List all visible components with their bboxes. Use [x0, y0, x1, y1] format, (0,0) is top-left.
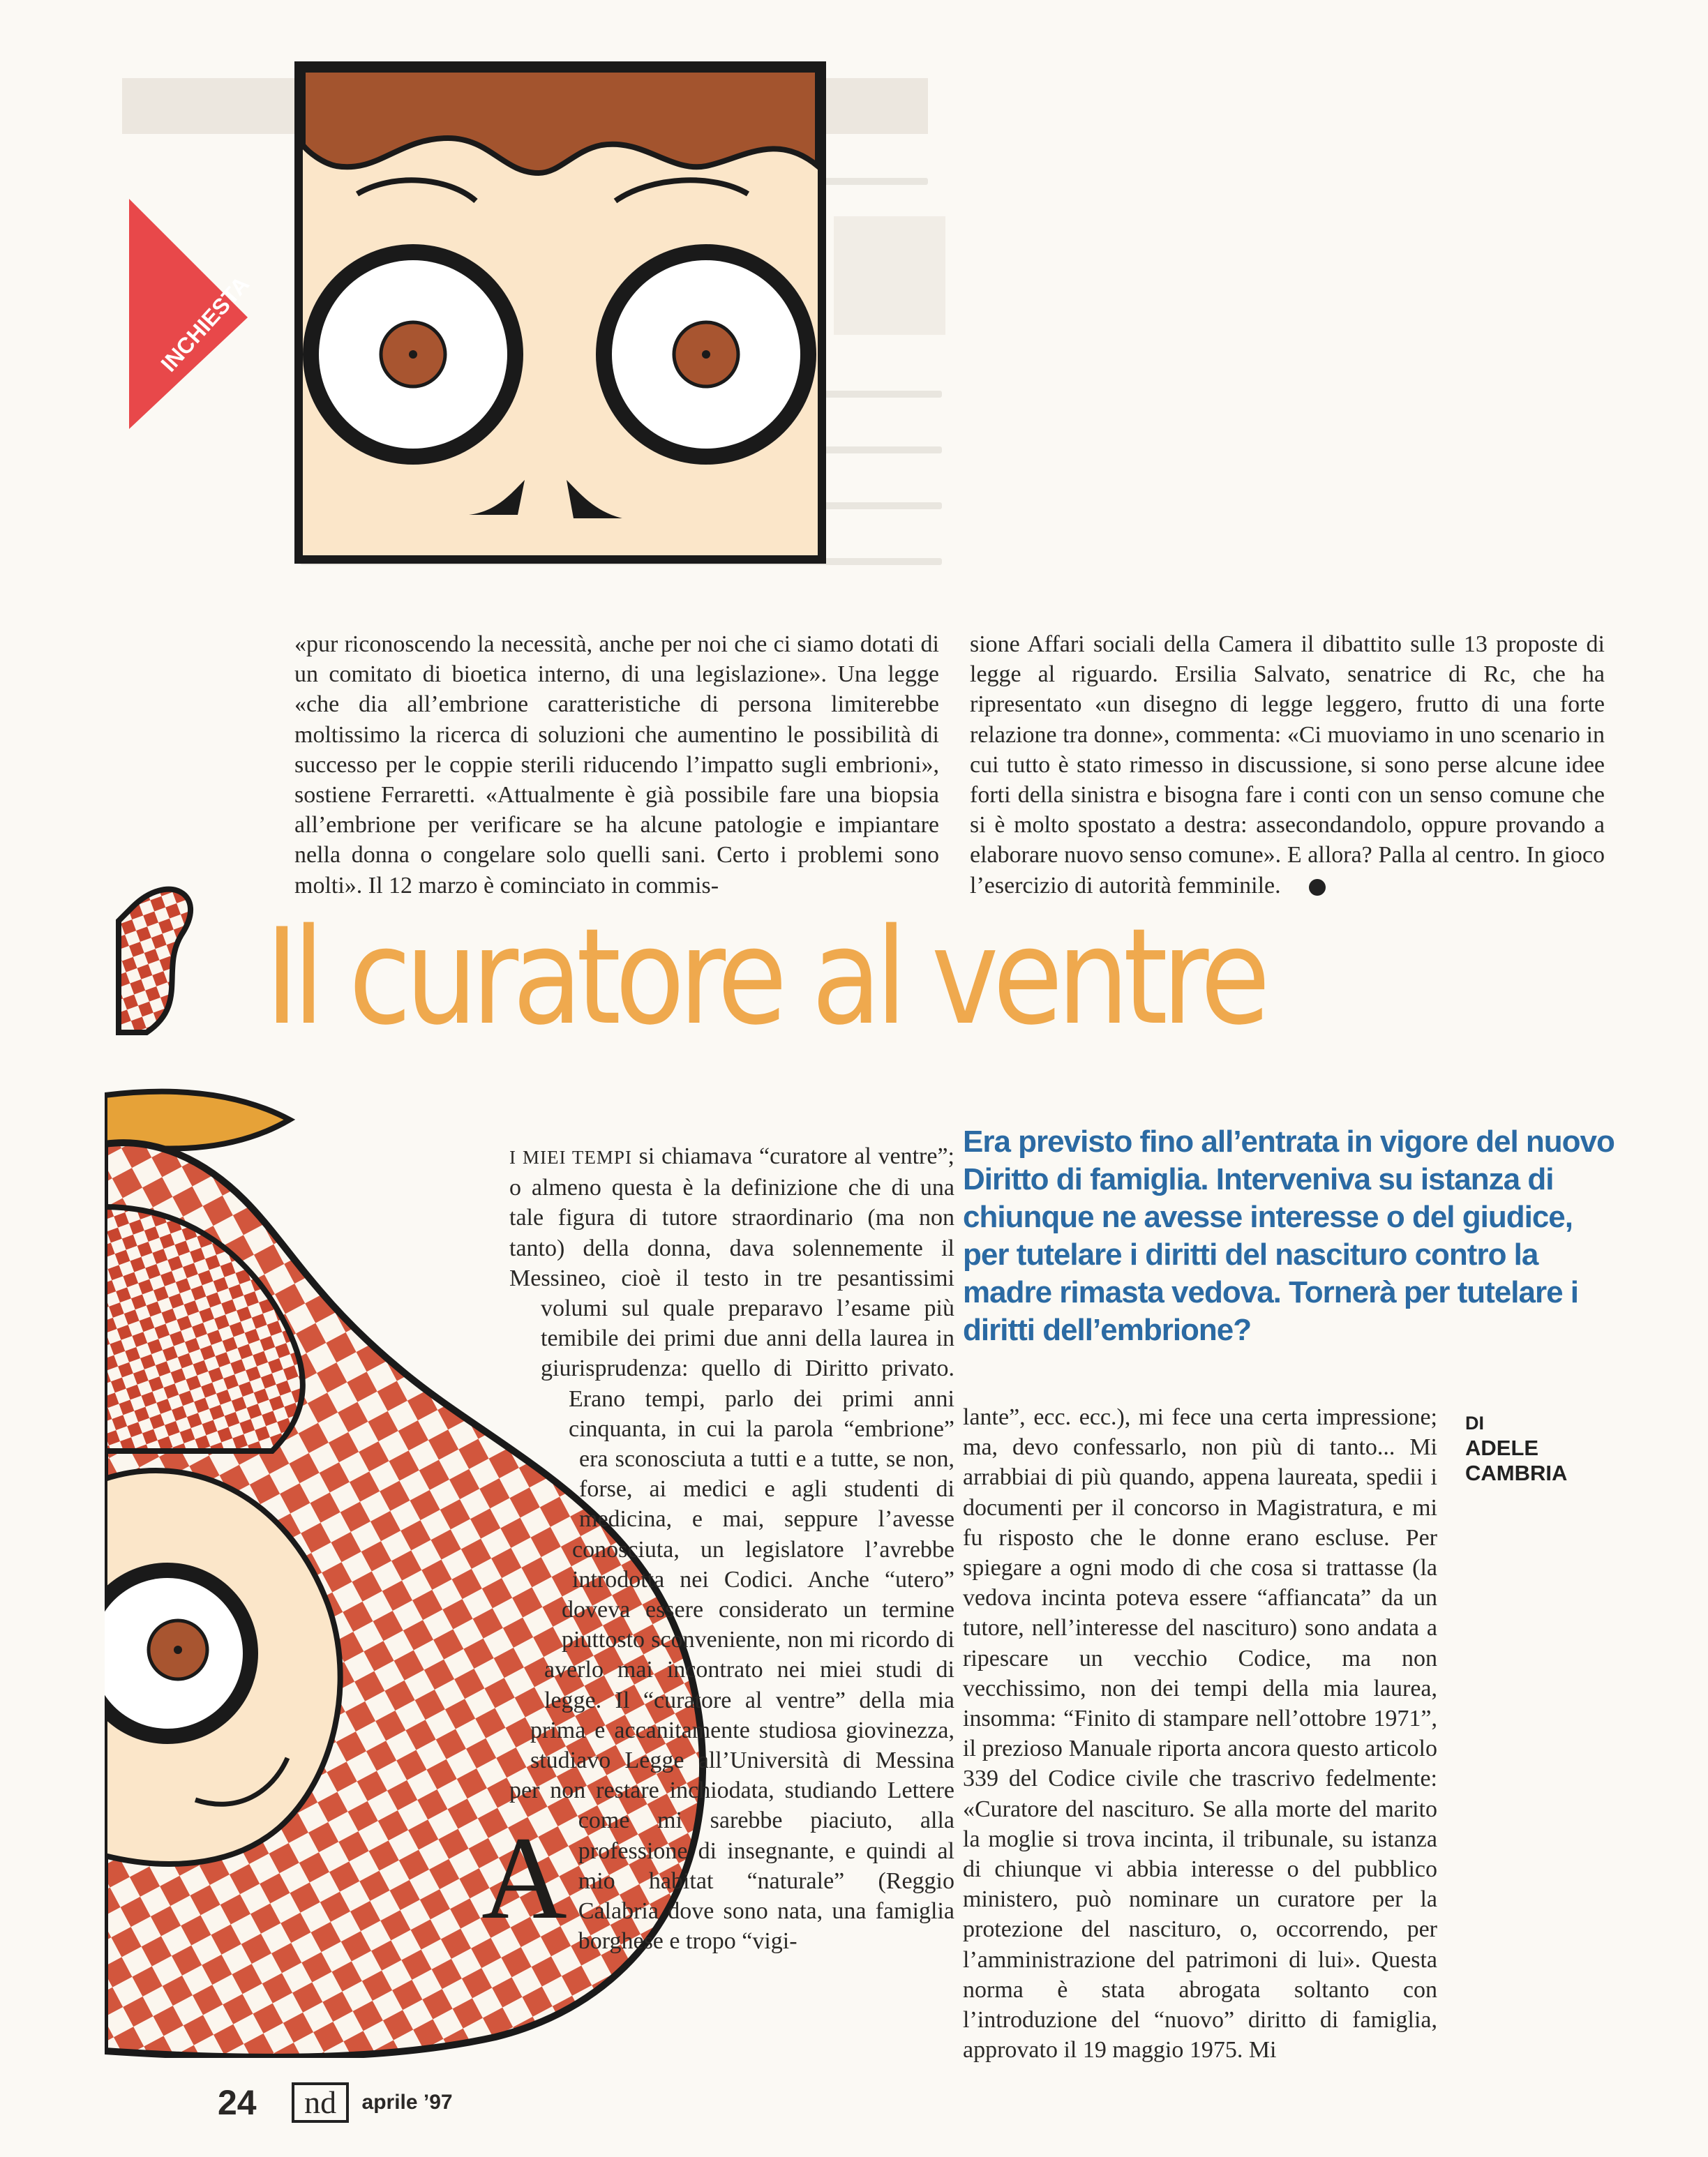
end-of-article-bullet: [1309, 879, 1326, 896]
dropcap: A: [481, 1812, 567, 1944]
page-number: 24: [218, 2083, 257, 2122]
top-column-left: [294, 629, 939, 901]
article-headline: Il curatore al ventre: [265, 900, 1265, 1054]
bleed-through-block: [834, 216, 945, 335]
section-tab-label: INCHIESTA: [156, 271, 255, 377]
page-footer: [218, 2082, 453, 2123]
illustration-square-face: [294, 61, 826, 564]
article-deck: Era previsto fino all’entrata in vigore del nuovo Diritto di famiglia. Interveniva su istanza di chiunque ne avesse interesse o del giudice, per tutelare i diritti del nascituro contro la madre rimasta vedova. Tornerà per tutelare i diritti dell’embrione?: [963, 1125, 1615, 1347]
issue-date: aprile ’97: [361, 2091, 453, 2114]
article-smallcaps-lead: I MIEI TEMPI: [509, 1147, 632, 1168]
article-column-left-text: si chiamava “curatore al ventre”; o almeno questa è la definizione che di una tale figura di tutore straordinario (ma non tanto) della donna, dava solennemente il Messineo, cioè il testo in tre pesantissimi volumi sul quale preparavo l’esame più temibile dei primi due anni della laurea in giurisprudenza: quello di Diritto privato. Erano tempi, parlo dei primi anni cinquanta, in cui la parola “embrione” era sconosciuta a tutti e a tutte, se non, forse, ai medici e agli studenti di medicina, e mai, seppure l’avesse conosciuta, un legislatore l’avrebbe introdotta nei Codici. Anche “utero” doveva essere considerato un termine piuttosto sconveniente, non mi ricordo di averlo mai incontrato nei miei studi di legge. Il “curatore al ventre” della mia prima e accanitamente studiosa giovinezza, studiavo Legge all’Università di Messina per non restare inchiodata, studiando Lettere come mi sarebbe piaciuto, alla professione di insegnante, e quindi al mio habitat “naturale” (Reggio Calabria dove sono nata, una famiglia borghese e tropo “vigi-: [509, 1143, 954, 1955]
top-column-right: [970, 629, 1605, 901]
byline-di: DI: [1465, 1413, 1484, 1434]
article-column-right: [963, 1402, 1437, 2065]
byline: [1465, 1411, 1568, 1486]
bag-top-knot: [119, 889, 190, 1032]
byline-first-name: ADELE: [1465, 1436, 1539, 1460]
byline-last-name: CAMBRIA: [1465, 1461, 1568, 1485]
article-column-right-text: lante”, ecc. ecc.), mi fece una certa impressione; ma, devo confessarlo, non più di tanto... Mi arrabbiai di più quando, appena laureata, spedii i documenti per il concorso in Magistratura, e mi fu risposto che le donne erano escluse. Per spiegare a ogni modo di che cosa si trattasse (la vedova incinta poteva essere “affiancata” da un tutore, nell’interesse del nascituro) sono andata a ripescare un vecchio Codice, ma non vecchissimo, non dei tempi della mia laurea, insomma: “Finito di stampare nell’ottobre 1971”, il prezioso Manuale riporta ancora questo articolo 339 del Codice civile che trascrivo fedelmente: «Curatore del nascituro. Se alla morte del marito la moglie si trova incinta, il tribunale, su istanza di chiunque vi abbia interesse o del pubblico ministero, può nominare un curatore per la protezione del nascituro, o, occorrendo, per l’amministrazione del patrimoni di lui». Questa norma è stata abrogata soltanto con l’introduzione del “nuovo” diritto di famiglia, approvato il 19 maggio 1975. Mi: [963, 1404, 1437, 2064]
article-column-left: [460, 1141, 954, 1956]
top-column-right-text: sione Affari sociali della Camera il dibattito sulle 13 proposte di legge al riguardo. Ersilia Salvato, senatrice di Rc, che ha ripresentato «un disegno di legge leggero, frutto di una forte relazione tra donne», commenta: «Ci muoviamo in uno scenario in cui tutto è stato rimesso in discussione, si sono perse alcune idee forti della sinistra e bisogna fare i conti con un senso comune che si è molto spostato a destra: assecondandolo, oppure provando a elaborare nuovo senso comune». E allora? Palla al centro. In gioco l’esercizio di autorità femminile.: [970, 631, 1605, 899]
magazine-logo: nd: [292, 2082, 349, 2123]
top-column-left-text: «pur riconoscendo la necessità, anche per noi che ci siamo dotati di un comitato di bioetica interno, di una legislazione». Una legge «che dia all’embrione caratteristiche di persona limiterebbe moltissimo la ricerca di soluzioni che aumentino le possibilità di successo per le coppie sterili riducendo l’impatto sugli embrioni», sostiene Ferraretti. «Attualmente è già possibile fare una biopsia all’embrione per verificare se ha alcune patologie e impiantare nella donna o congelare solo quelli sani. Certo i problemi sono molti». Il 12 marzo è cominciato in commis-: [294, 631, 939, 899]
section-tab: [129, 199, 255, 436]
hair: [303, 70, 818, 173]
